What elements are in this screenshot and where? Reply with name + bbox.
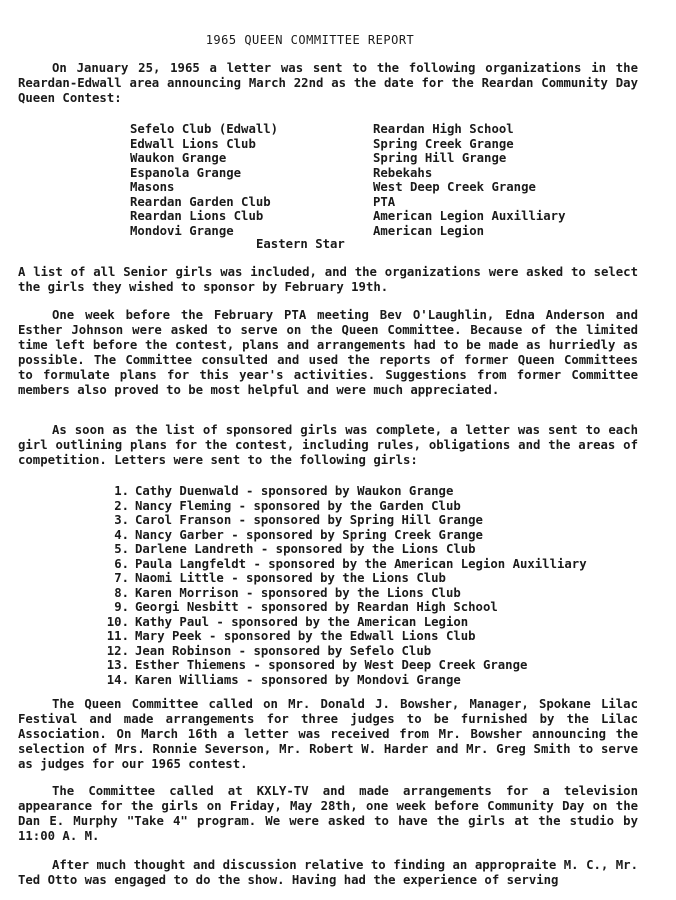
list-item: 5. Darlene Landreth - sponsored by the Lions Club: [114, 542, 476, 556]
organization-item: Spring Creek Grange: [373, 136, 514, 151]
list-item: 14. Karen Williams - sponsored by Mondovi Grange: [106, 672, 461, 687]
list-item: 9. Georgi Nesbitt - sponsored by Reardan High School: [114, 600, 498, 614]
organization-item: Reardan Garden Club: [130, 194, 271, 209]
organization-column-right: [373, 122, 566, 238]
organization-item: PTA: [373, 194, 396, 209]
organization-item: Rebekahs: [373, 165, 433, 180]
list-item: 2. Nancy Fleming - sponsored by the Garden Club: [114, 498, 461, 513]
organization-item: Espanola Grange: [130, 165, 242, 180]
sponsored-girls-paragraph: As soon as the list of sponsored girls was complete, a letter was sent to each girl outlining plans for the contest, including rules, obligations and the areas of competition. Letters were sent to the following girls:: [18, 423, 638, 467]
television-paragraph: The Committee called at KXLY-TV and made arrangements for a television appearance for the girls on Friday, May 28th, one week before Community Day on the Dan E. Murphy "Take 4" program. We were asked to have the girls at the studio by 11:00 A. M.: [18, 784, 638, 843]
list-item: 8. Karen Morrison - sponsored by the Lions Club: [114, 585, 461, 600]
organization-item: American Legion Auxilliary: [373, 209, 566, 223]
list-item: 1. Cathy Duenwald - sponsored by Waukon Grange: [114, 484, 454, 498]
organization-item: American Legion: [373, 223, 485, 238]
organization-column-left: [130, 122, 278, 238]
list-item: 4. Nancy Garber - sponsored by Spring Creek Grange: [114, 527, 483, 542]
list-item: 3. Carol Franson - sponsored by Spring Hill Grange: [114, 513, 483, 527]
organization-item: Reardan Lions Club: [130, 209, 264, 223]
list-item: 6. Paula Langfeldt - sponsored by the American Legion Auxilliary: [114, 556, 587, 571]
judges-paragraph: The Queen Committee called on Mr. Donald J. Bowsher, Manager, Spokane Lilac Festival and made arrangements for three judges to be furnished by the Lilac Association. On March 16th a letter was received from Mr. Bowsher announcing the selection of Mrs. Ronnie Severson, Mr. Robert W. Harder and Mr. Greg Smith to serve as judges for our 1965 contest.: [18, 697, 638, 771]
page-title: 1965 QUEEN COMMITTEE REPORT: [205, 33, 415, 47]
list-item: 7. Naomi Little - sponsored by the Lions Club: [114, 571, 446, 585]
committee-paragraph: One week before the February PTA meeting Bev O'Laughlin, Edna Anderson and Esther Johnson were asked to serve on the Queen Committee. Because of the limited time left before the contest, plans and arrangements had to be made as hurriedly as possible. The Committee consulted and used the reports of former Queen Committees to formulate plans for this year's activities. Suggestions from former Committee members also proved to be most helpful and were much appreciated.: [18, 308, 638, 397]
girls-list: [100, 484, 587, 687]
organization-item: Mondovi Grange: [130, 223, 234, 238]
intro-paragraph: On January 25, 1965 a letter was sent to the following organizations in the Reardan-Edwall area announcing March 22nd as the date for the Reardan Community Day Queen Contest:: [18, 61, 638, 105]
organization-item: Spring Hill Grange: [373, 151, 507, 165]
organization-item: Masons: [130, 180, 175, 194]
senior-girls-paragraph: A list of all Senior girls was included, and the organizations were asked to select the girls they wished to sponsor by February 19th.: [18, 265, 638, 294]
list-item: 13. Esther Thiemens - sponsored by West Deep Creek Grange: [106, 658, 528, 672]
organization-item-eastern-star: Eastern Star: [256, 237, 345, 251]
organization-item: West Deep Creek Grange: [373, 180, 536, 194]
master-of-ceremonies-paragraph: After much thought and discussion relative to finding an appropraite M. C., Mr. Ted Otto was engaged to do the show. Having had the experience of serving: [18, 858, 638, 887]
list-item: 12. Jean Robinson - sponsored by Sefelo Club: [106, 643, 432, 658]
organization-item: Waukon Grange: [130, 151, 227, 165]
list-item: 10. Kathy Paul - sponsored by the American Legion: [106, 614, 469, 629]
organization-item: Reardan High School: [373, 122, 514, 136]
list-item: 11. Mary Peek - sponsored by the Edwall Lions Club: [106, 629, 476, 643]
organization-item: Sefelo Club (Edwall): [130, 122, 279, 136]
organization-item: Edwall Lions Club: [130, 136, 256, 151]
